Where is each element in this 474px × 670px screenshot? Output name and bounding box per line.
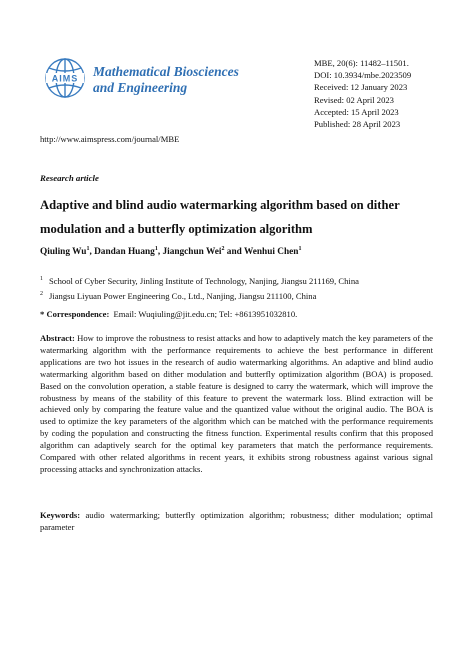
keywords-label: Keywords:	[40, 510, 81, 520]
author-affil-sup: 1	[154, 246, 158, 252]
affiliations	[40, 273, 359, 304]
author-affil-sup: 1	[298, 246, 302, 252]
affiliation-text: School of Cyber Security, Jinling Institute of Technology, Nanjing, Jiangsu 211169, China	[49, 275, 359, 286]
citation: MBE, 20(6): 11482–11501.	[314, 58, 409, 68]
abstract	[40, 333, 433, 476]
keywords-text: audio watermarking; butterfly optimization algorithm; robustness; dither modulation; optimal parameter	[40, 510, 433, 532]
author-name: Jiangchun Wei	[162, 247, 222, 258]
paper-title: Adaptive and blind audio watermarking algorithm based on dither modulation and a butterfly optimization algorithm	[40, 198, 400, 236]
author-affil-sup: 1	[86, 246, 90, 252]
author-name: Wenhui Chen	[243, 247, 299, 258]
journal-url[interactable]: http://www.aimspress.com/journal/MBE	[40, 134, 180, 144]
author-separator: ,	[89, 247, 95, 258]
author-separator: ,	[157, 247, 163, 258]
received-date: Received: 12 January 2023	[314, 82, 408, 93]
keywords	[40, 510, 433, 534]
article-type: Research article	[40, 173, 99, 183]
aims-logo	[40, 56, 90, 104]
journal-name-line1: Mathematical Biosciences	[93, 64, 239, 79]
revised-date: Revised: 02 April 2023	[314, 94, 394, 105]
author-name: Dandan Huang	[94, 247, 155, 258]
affiliation-number: 2	[40, 291, 43, 298]
journal-name-line2: and Engineering	[93, 80, 188, 95]
correspondence-label: * Correspondence:	[40, 309, 110, 319]
article-meta	[314, 57, 411, 130]
author-list	[40, 246, 301, 257]
published-date: Published: 28 April 2023	[314, 119, 401, 130]
doi: DOI: 10.3934/mbe.2023509	[314, 70, 412, 81]
abstract-label: Abstract:	[40, 333, 75, 343]
journal-name	[93, 64, 293, 96]
globe-icon	[40, 56, 90, 104]
affiliation-item	[40, 288, 359, 303]
affiliation-item	[40, 273, 359, 288]
author-name: Qiuling Wu	[40, 247, 87, 258]
correspondence	[40, 309, 297, 319]
affiliation-text: Jiangsu Liyuan Power Engineering Co., Ltd., Nanjing, Jiangsu 211100, China	[49, 291, 317, 302]
affiliation-number: 1	[40, 276, 43, 282]
author-affil-sup: 2	[221, 246, 225, 252]
logo-wordmark: AIMS	[51, 73, 79, 84]
abstract-text: How to improve the robustness to resist attacks and how to adaptively match the key parameters of the watermarking algorithm with the performance requirements to achieve the best performance in different applications are two hot issues in the research of audio watermarking algorithms. An adaptive and blind audio watermarking algorithm based on dither modulation and butterfly optimization algorithm (BOA) is proposed. Based on the convolution operation, a stable feature is designed to carry the watermark, which will improve the robustness by means of the stability of this feature to prevent the watermark loss. Blind extraction will be achieved only by comparing the feature value and the quantized value without the original audio. The BOA is used to optimize the key parameters of the algorithm which can be matched with the performance requirements by coding the population and constructing the fitness function. Experimental results confirm that this proposed algorithm can adaptively search for the optimal key parameters that match the performance requirements. Compared with other related algorithms in recent years, it exhibits strong robustness against various signal processing attacks and synchronization attacks.	[40, 333, 433, 474]
accepted-date: Accepted: 15 April 2023	[314, 106, 399, 117]
author-and: and	[224, 247, 244, 258]
correspondence-text: Email: Wuqiuling@jit.edu.cn; Tel: +8613951032810.	[113, 309, 298, 319]
